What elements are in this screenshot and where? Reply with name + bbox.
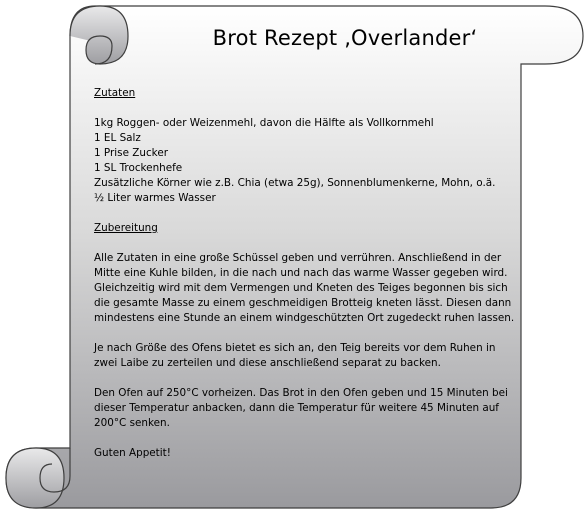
preparation-paragraph-3 xyxy=(94,386,508,431)
paragraph-line: Gleichzeitig wird mit dem Vermengen und Kneten des Teiges begonnen bis sich xyxy=(94,282,508,294)
paragraph-line: 200°C senken. xyxy=(94,417,170,429)
ingredient-item: 1kg Roggen- oder Weizenmehl, davon die Hälfte als Vollkornmehl xyxy=(94,117,434,129)
paragraph-line: die gesamte Masse zu einem geschmeidigen Brotteig kneten lässt. Diesen dann xyxy=(94,297,512,309)
paragraph-line: Den Ofen auf 250°C vorheizen. Das Brot in den Ofen geben und 15 Minuten bei xyxy=(94,387,508,399)
ingredient-item: Zusätzliche Körner wie z.B. Chia (etwa 25g), Sonnenblumenkerne, Mohn, o.ä. xyxy=(94,177,496,189)
ingredient-item: 1 SL Trockenhefe xyxy=(94,162,183,174)
preparation-paragraph-1 xyxy=(94,251,515,326)
recipe-title: Brot Rezept ‚Overlander‘ xyxy=(212,26,478,50)
ingredient-item: 1 EL Salz xyxy=(94,132,141,144)
paragraph-line: dieser Temperatur anbacken, dann die Temperatur für weitere 45 Minuten auf xyxy=(94,402,499,414)
ingredients-list xyxy=(94,116,504,206)
ingredient-item: ½ Liter warmes Wasser xyxy=(94,192,216,204)
paragraph-line: Alle Zutaten in eine große Schüssel geben und verrühren. Anschließend in der xyxy=(94,252,502,264)
paragraph-line: mindestens eine Stunde an einem windgeschützten Ort zugedeckt ruhen lassen. xyxy=(94,312,515,324)
ingredients-heading: Zutaten xyxy=(94,87,136,99)
recipe-content xyxy=(94,86,515,461)
paragraph-line: Je nach Größe des Ofens bietet es sich an, den Teig bereits vor dem Ruhen in xyxy=(94,342,496,354)
ingredient-item: 1 Prise Zucker xyxy=(94,147,168,159)
preparation-heading: Zubereitung xyxy=(94,222,158,234)
bottom-curl xyxy=(6,448,64,508)
closing-text: Guten Appetit! xyxy=(94,447,171,459)
paragraph-line: Mitte eine Kuhle bilden, in die nach und nach das warme Wasser gegeben wird. xyxy=(94,267,508,279)
paragraph-line: zwei Laibe zu zerteilen und diese anschließend separat zu backen. xyxy=(94,357,441,369)
preparation-paragraph-2 xyxy=(94,341,504,371)
